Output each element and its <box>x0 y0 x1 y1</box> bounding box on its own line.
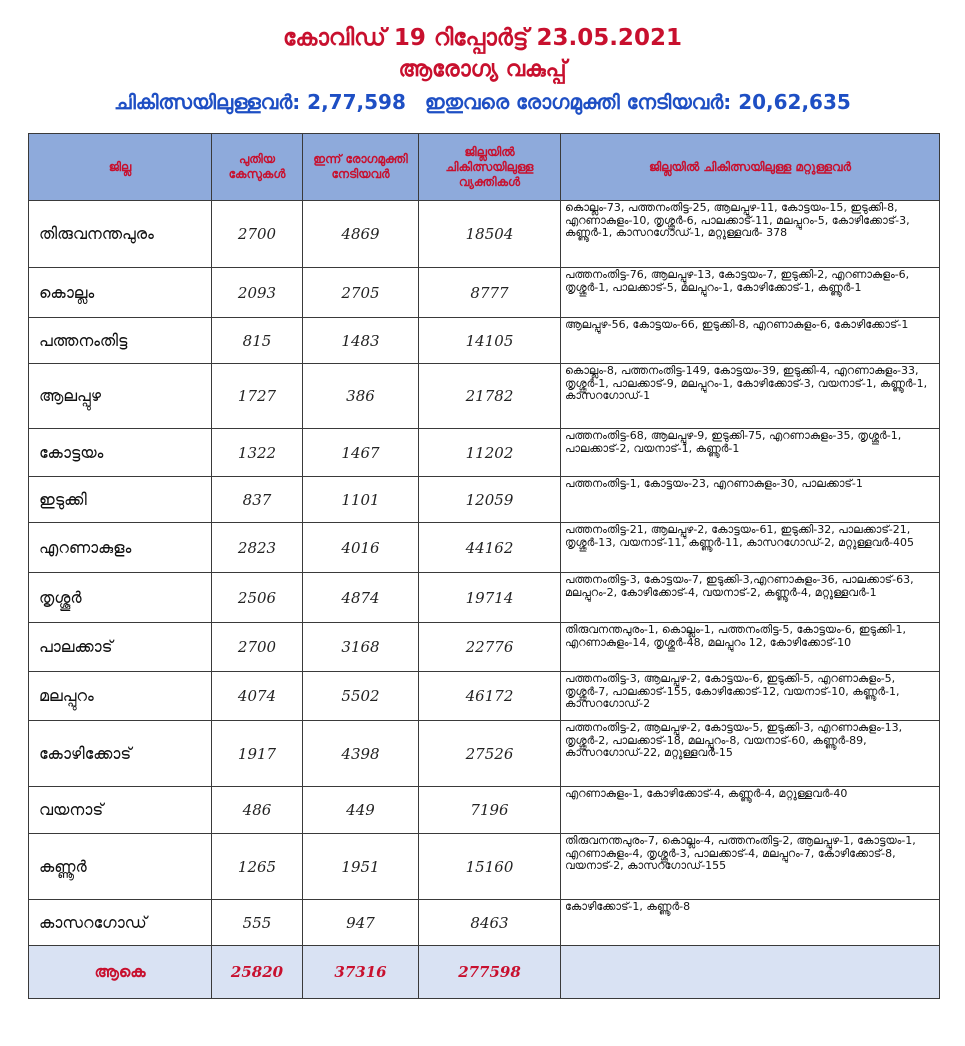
new-cases: 2700 <box>212 201 303 268</box>
recovered-today: 5502 <box>303 672 419 721</box>
under-treatment: 18504 <box>419 201 561 268</box>
total-row <box>29 946 940 999</box>
under-treatment: 8777 <box>419 268 561 318</box>
others-list: പത്തനംതിട്ട-3, ആലപ്പുഴ-2, കോട്ടയം-6, ഇടുക്കി-5, എറണാകുളം-5, തൃശ്ശൂർ-7, പാലക്കാട്-155, കോഴിക്കോട്-12, വയനാട്-10, കണ്ണൂർ-1, കാസറഗോഡ്-2 <box>561 672 940 721</box>
under-treatment-summary: ചികിത്സയിലുള്ളവർ: 2,77,598 <box>114 90 406 114</box>
col-others-under-treatment: ജില്ലയിൽ ചികിത്സയിലുള്ള മറ്റുള്ളവർ <box>561 134 940 201</box>
under-treatment: 14105 <box>419 318 561 364</box>
recovered-today: 3168 <box>303 623 419 672</box>
others-list: പത്തനംതിട്ട-76, ആലപ്പുഴ-13, കോട്ടയം-7, ഇടുക്കി-2, എറണാകുളം-6, തൃശ്ശൂർ-1, പാലക്കാട്-5, മലപ്പുറം-1, കോഴിക്കോട്-1, കണ്ണൂർ-1 <box>561 268 940 318</box>
district-name: കാസറഗോഡ് <box>29 900 212 946</box>
table-row <box>29 573 940 623</box>
others-list: പത്തനംതിട്ട-1, കോട്ടയം-23, എറണാകുളം-30, പാലക്കാട്-1 <box>561 477 940 523</box>
new-cases: 486 <box>212 787 303 834</box>
under-treatment: 11202 <box>419 429 561 477</box>
table-row <box>29 429 940 477</box>
district-name: കോഴിക്കോട് <box>29 721 212 787</box>
recovered-today: 4398 <box>303 721 419 787</box>
table-row <box>29 787 940 834</box>
district-name: തിരുവനന്തപുരം <box>29 201 212 268</box>
under-treatment: 46172 <box>419 672 561 721</box>
district-name: കോട്ടയം <box>29 429 212 477</box>
under-treatment: 15160 <box>419 834 561 900</box>
others-list: തിരുവനന്തപുരം-1, കൊല്ലം-1, പത്തനംതിട്ട-5, കോട്ടയം-6, ഇടുക്കി-1, എറണാകുളം-14, തൃശ്ശൂർ-48, മലപ്പുറം 12, കോഴിക്കോട്-10 <box>561 623 940 672</box>
department-name: ആരോഗ്യ വകുപ്പ് <box>398 57 567 82</box>
new-cases: 2700 <box>212 623 303 672</box>
others-list: കൊല്ലം-8, പത്തനംതിട്ട-149, കോട്ടയം-39, ഇടുക്കി-4, എറണാകുളം-33, തൃശ്ശൂർ-1, പാലക്കാട്-9, മലപ്പുറം-1, കോഴിക്കോട്-3, വയനാട്-1, കണ്ണൂർ-1, കാസറഗോഡ്-1 <box>561 364 940 429</box>
others-list: എറണാകുളം-1, കോഴിക്കോട്-4, കണ്ണൂർ-4, മറ്റുള്ളവർ-40 <box>561 787 940 834</box>
others-list: പത്തനംതിട്ട-3, കോട്ടയം-7, ഇടുക്കി-3,എറണാകുളം-36, പാലക്കാട്-63, മലപ്പുറം-2, കോഴിക്കോട്-4, വയനാട്-2, കണ്ണൂർ-4, മറ്റുള്ളവർ-1 <box>561 573 940 623</box>
total-under-treatment: 277598 <box>419 946 561 999</box>
new-cases: 555 <box>212 900 303 946</box>
district-name: ആലപ്പുഴ <box>29 364 212 429</box>
under-treatment: 22776 <box>419 623 561 672</box>
new-cases: 2093 <box>212 268 303 318</box>
col-under-treatment: ജില്ലയിൽ ചികിത്സയിലുള്ള വ്യക്തികൾ <box>419 134 561 201</box>
total-others <box>561 946 940 999</box>
new-cases: 815 <box>212 318 303 364</box>
recovered-today: 4874 <box>303 573 419 623</box>
report-header <box>0 22 965 118</box>
table-row <box>29 201 940 268</box>
new-cases: 1727 <box>212 364 303 429</box>
col-district: ജില്ല <box>29 134 212 201</box>
new-cases: 4074 <box>212 672 303 721</box>
new-cases: 2823 <box>212 523 303 573</box>
others-list: പത്തനംതിട്ട-21, ആലപ്പുഴ-2, കോട്ടയം-61, ഇടുക്കി-32, പാലക്കാട്-21, തൃശ്ശൂർ-13, വയനാട്-11, കണ്ണൂർ-11, കാസറഗോഡ്-2, മറ്റുള്ളവർ-405 <box>561 523 940 573</box>
under-treatment: 27526 <box>419 721 561 787</box>
district-name: തൃശ്ശൂർ <box>29 573 212 623</box>
table-row <box>29 623 940 672</box>
total-recovered-today: 37316 <box>303 946 419 999</box>
recovered-today: 1101 <box>303 477 419 523</box>
under-treatment: 19714 <box>419 573 561 623</box>
recovered-today: 1467 <box>303 429 419 477</box>
new-cases: 1917 <box>212 721 303 787</box>
new-cases: 837 <box>212 477 303 523</box>
table-row <box>29 364 940 429</box>
col-recovered-today: ഇന്ന് രോഗമുക്തി നേടിയവർ <box>303 134 419 201</box>
others-list: പത്തനംതിട്ട-2, ആലപ്പുഴ-2, കോട്ടയം-5, ഇടുക്കി-3, എറണാകുളം-13, തൃശ്ശൂർ-2, പാലക്കാട്-18, മലപ്പുറം-8, വയനാട്-60, കണ്ണൂർ-89, കാസറഗോഡ്-22, മറ്റുള്ളവർ-15 <box>561 721 940 787</box>
total-label: ആകെ <box>29 946 212 999</box>
summary-line <box>0 86 965 118</box>
table-row <box>29 477 940 523</box>
others-list: കോഴിക്കോട്-1, കണ്ണൂർ-8 <box>561 900 940 946</box>
district-name: എറണാകുളം <box>29 523 212 573</box>
new-cases: 1265 <box>212 834 303 900</box>
district-name: കൊല്ലം <box>29 268 212 318</box>
report-title: കോവിഡ് 19 റിപ്പോർട്ട് 23.05.2021 <box>283 25 682 51</box>
under-treatment: 21782 <box>419 364 561 429</box>
under-treatment: 7196 <box>419 787 561 834</box>
recovered-today: 2705 <box>303 268 419 318</box>
new-cases: 2506 <box>212 573 303 623</box>
recovered-today: 4869 <box>303 201 419 268</box>
total-new-cases: 25820 <box>212 946 303 999</box>
recovered-today: 1483 <box>303 318 419 364</box>
table-header <box>29 134 940 201</box>
new-cases: 1322 <box>212 429 303 477</box>
district-name: മലപ്പുറം <box>29 672 212 721</box>
district-report-table <box>28 133 940 999</box>
recovered-today: 386 <box>303 364 419 429</box>
recovered-today: 4016 <box>303 523 419 573</box>
table-row <box>29 672 940 721</box>
table-row <box>29 721 940 787</box>
recovered-today: 1951 <box>303 834 419 900</box>
under-treatment: 44162 <box>419 523 561 573</box>
recovered-summary: ഇതുവരെ രോഗമുക്തി നേടിയവർ: 20,62,635 <box>424 90 851 114</box>
table-row <box>29 318 940 364</box>
district-name: ഇടുക്കി <box>29 477 212 523</box>
others-list: കൊല്ലം-73, പത്തനംതിട്ട-25, ആലപ്പുഴ-11, കോട്ടയം-15, ഇടുക്കി-8, എറണാകുളം-10, തൃശ്ശൂർ-6, പാലക്കാട്-11, മലപ്പുറം-5, കോഴിക്കോട്-3, കണ്ണൂർ-1, കാസറഗോഡ്-1, മറ്റുള്ളവർ- 378 <box>561 201 940 268</box>
others-list: പത്തനംതിട്ട-68, ആലപ്പുഴ-9, ഇടുക്കി-75, എറണാകുളം-35, തൃശ്ശൂർ-1, പാലക്കാട്-2, വയനാട്-1, കണ്ണൂർ-1 <box>561 429 940 477</box>
district-name: വയനാട് <box>29 787 212 834</box>
district-name: പത്തനംതിട്ട <box>29 318 212 364</box>
table-row <box>29 900 940 946</box>
col-new-cases: പുതിയ കേസുകൾ <box>212 134 303 201</box>
district-name: കണ്ണൂർ <box>29 834 212 900</box>
recovered-today: 449 <box>303 787 419 834</box>
under-treatment: 12059 <box>419 477 561 523</box>
table-row <box>29 834 940 900</box>
others-list: തിരുവനന്തപുരം-7, കൊല്ലം-4, പത്തനംതിട്ട-2, ആലപ്പുഴ-1, കോട്ടയം-1, എറണാകുളം-4, തൃശ്ശൂർ-3, പാലക്കാട്-4, മലപ്പുറം-7, കോഴിക്കോട്-8, വയനാട്-2, കാസറഗോഡ്-155 <box>561 834 940 900</box>
table-row <box>29 268 940 318</box>
recovered-today: 947 <box>303 900 419 946</box>
others-list: ആലപ്പുഴ-56, കോട്ടയം-66, ഇടുക്കി-8, എറണാകുളം-6, കോഴിക്കോട്-1 <box>561 318 940 364</box>
under-treatment: 8463 <box>419 900 561 946</box>
district-name: പാലക്കാട് <box>29 623 212 672</box>
table-row <box>29 523 940 573</box>
